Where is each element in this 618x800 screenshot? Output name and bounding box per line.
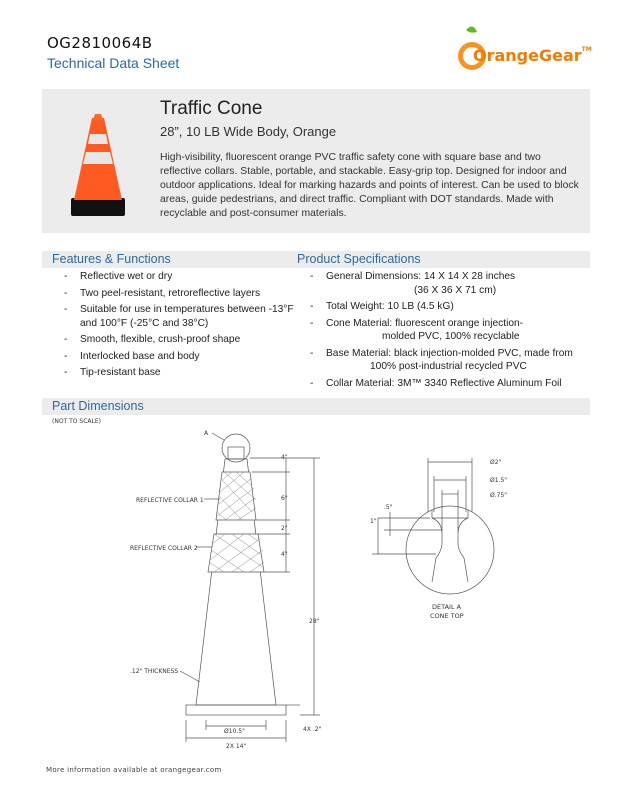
label-dim-2: 2" (281, 525, 288, 532)
list-item: - Interlocked base and body (64, 350, 294, 364)
footer-note: More information available at orangegear.com (46, 766, 222, 774)
product-subtitle: 28”, 10 LB Wide Body, Orange (160, 124, 337, 139)
list-item: - Two peel-resistant, retroreflective layers (64, 287, 294, 301)
document-type: Technical Data Sheet (47, 55, 180, 71)
specs-heading: Product Specifications (297, 252, 421, 266)
list-item: - Tip-resistant base (64, 366, 294, 380)
label-base-width: 2X 14" (226, 743, 247, 750)
label-dim-6: 6" (281, 495, 288, 502)
list-item: - Reflective wet or dry (64, 270, 294, 284)
label-a: A (204, 430, 209, 437)
features-heading: Features & Functions (52, 252, 171, 266)
label-dim-28: 28" (309, 618, 320, 625)
logo-wordmark: OrangeGear (473, 46, 582, 65)
label-base-height: 4X .2" (303, 726, 322, 733)
label-collar2: REFLECTIVE COLLAR 2 (130, 545, 198, 552)
logo-tm: TM (581, 46, 592, 53)
list-item: - Suitable for use in temperatures between -13°F and 100°F (-25°C and 38°C) (64, 303, 294, 330)
features-list (64, 270, 294, 383)
not-to-scale-note: (NOT TO SCALE) (52, 418, 101, 425)
label-top-1: 1" (370, 518, 377, 525)
label-base-dia: Ø10.5" (224, 728, 245, 735)
part-number: OG2810064B (47, 34, 153, 52)
dimensions-heading: Part Dimensions (52, 399, 144, 413)
label-top-d075: Ø.75" (490, 492, 508, 499)
label-thickness: .12" THICKNESS (130, 668, 179, 675)
cone-dimension-drawing (0, 420, 618, 760)
label-detail-a: DETAIL A (432, 603, 462, 611)
list-item: - Cone Material: fluorescent orange injection- molded PVC, 100% recyclable (310, 317, 600, 344)
label-dim-4a: 4" (281, 454, 288, 461)
product-title: Traffic Cone (160, 98, 263, 119)
list-item: - Base Material: black injection-molded PVC, made from 100% post-industrial recycled PVC (310, 347, 600, 374)
product-description: High-visibility, fluorescent orange PVC traffic safety cone with square base and two reflective collars. Stable, portable, and stackable. Easy-grip top. Designed for indoor and outdoor applications. Ideal for marking hazards and points of interest. Can be used to block areas, guide pedestrians, and direct traffic. Compliant with DOT standards. Made with recyclable and post-consumer materials. (160, 152, 579, 219)
list-item: - Collar Material: 3M™ 3340 Reflective Aluminum Foil (310, 377, 600, 391)
label-cone-top: CONE TOP (430, 612, 464, 620)
specs-list (310, 270, 600, 393)
label-top-05: .5" (384, 504, 393, 511)
label-dim-4b: 4" (281, 551, 288, 558)
label-top-d2: Ø2" (490, 459, 502, 466)
label-collar1: REFLECTIVE COLLAR 1 (136, 497, 204, 504)
label-top-d15: Ø1.5" (490, 477, 508, 484)
list-item: - Total Weight: 10 LB (4.5 kG) (310, 300, 600, 314)
traffic-cone-image (68, 112, 128, 222)
list-item: - Smooth, flexible, crush-proof shape (64, 333, 294, 347)
list-item: - General Dimensions: 14 X 14 X 28 inches (36 X 36 X 71 cm) (310, 270, 600, 297)
orangegear-logo (455, 24, 605, 84)
